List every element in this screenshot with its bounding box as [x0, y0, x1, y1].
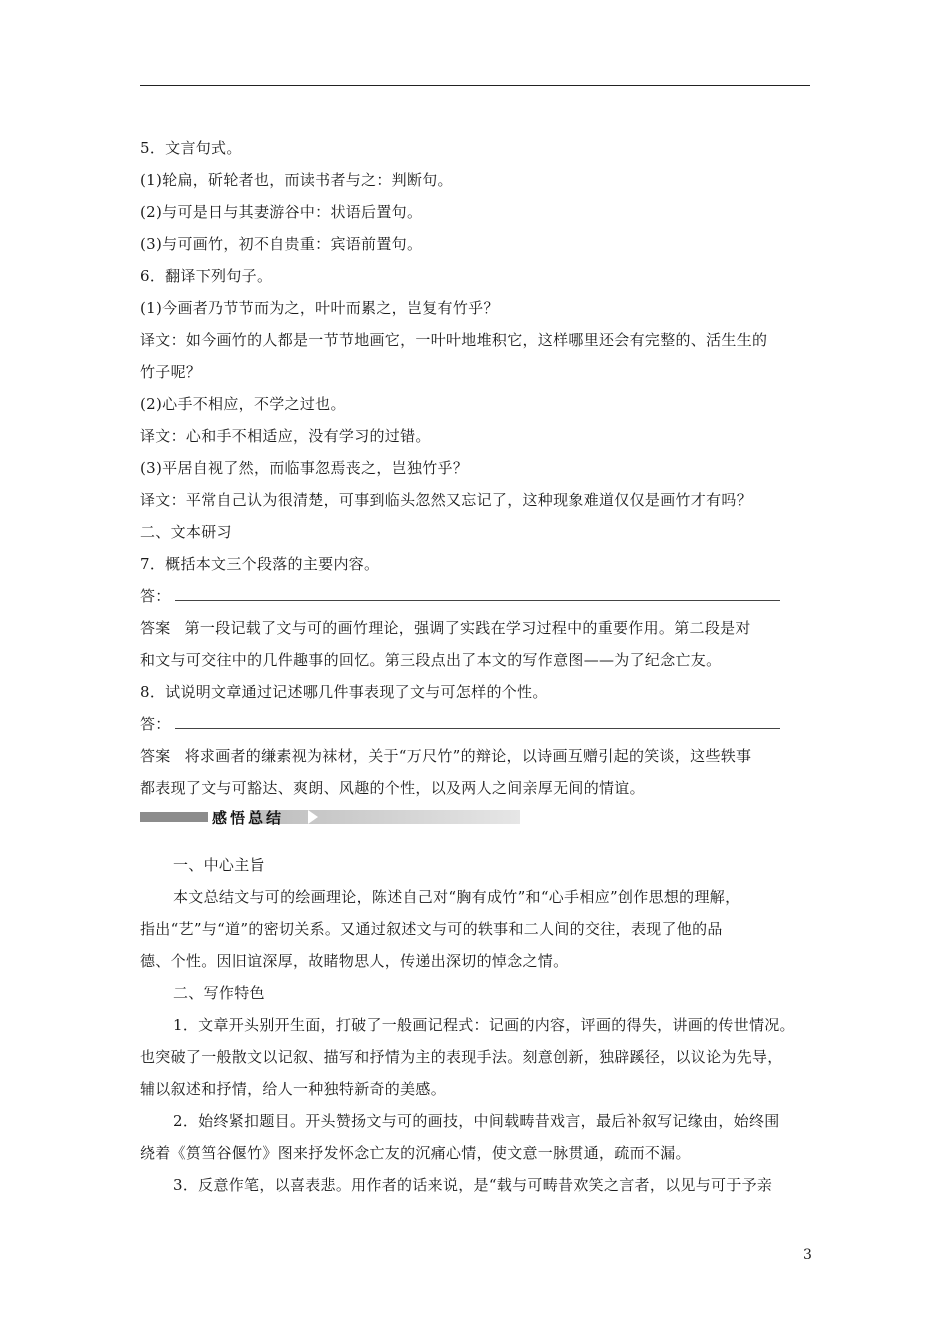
answer-label: 答：	[140, 715, 171, 733]
item-6-heading: 6．翻译下列句子。	[140, 267, 273, 285]
summary-line: 1．文章开头别开生面，打破了一般画记程式：记画的内容，评画的得失，讲画的传世情况。	[173, 1016, 795, 1034]
item-8-question: 8．试说明文章通过记述哪几件事表现了文与可怎样的个性。	[140, 683, 548, 701]
header-rule	[140, 85, 810, 86]
translation-line: 竹子呢？	[140, 363, 202, 381]
answer-line	[140, 714, 780, 734]
text-line: (3)与可画竹，初不自贵重：宾语前置句。	[140, 235, 423, 253]
answer-text: 和文与可交往中的几件趣事的回忆。第三段点出了本文的写作意图——为了纪念亡友。	[140, 651, 722, 669]
item-5-heading: 5．文言句式。	[140, 139, 242, 157]
banner-title: 感悟总结	[212, 809, 285, 827]
answer-tag: 答案	[140, 619, 171, 637]
summary-line: 本文总结文与可的绘画理论，陈述自己对“胸有成竹”和“心手相应”创作思想的理解，	[173, 888, 741, 906]
summary-line: 指出“艺”与“道”的密切关系。又通过叙述文与可的轶事和二人间的交往，表现了他的品	[140, 920, 723, 938]
text-line: (2)与可是日与其妻游谷中：状语后置句。	[140, 203, 423, 221]
answer-line	[140, 586, 780, 606]
summary-heading: 二、写作特色	[173, 984, 265, 1002]
page-number: 3	[803, 1247, 812, 1263]
translation-line: 译文：如今画竹的人都是一节节地画它，一叶叶地堆积它，这样哪里还会有完整的、活生生的	[140, 331, 768, 349]
text-line: (1)今画者乃节节而为之，叶叶而累之，岂复有竹乎？	[140, 299, 499, 317]
section-heading: 二、文本研习	[140, 523, 232, 541]
answer-text	[140, 618, 751, 638]
banner-gradient-bar	[250, 810, 520, 824]
summary-line: 绕着《筼筜谷偃竹》图来抒发怀念亡友的沉痛心情，使文意一脉贯通，疏而不漏。	[140, 1144, 691, 1162]
item-7-question: 7．概括本文三个段落的主要内容。	[140, 555, 380, 573]
banner-arrow-icon	[308, 810, 318, 824]
banner-bar	[140, 812, 208, 822]
summary-line: 3．反意作笔，以喜表悲。用作者的话来说，是“载与可畴昔欢笑之言者，以见与可于予亲	[173, 1176, 773, 1194]
translation-line: 译文：心和手不相适应，没有学习的过错。	[140, 427, 431, 445]
summary-line: 也突破了一般散文以记叙、描写和抒情为主的表现手法。刻意创新，独辟蹊径，以议论为先导，	[140, 1048, 783, 1066]
text-line: (2)心手不相应，不学之过也。	[140, 395, 346, 413]
text-line: (3)平居自视了然，而临事忽焉丧之，岂独竹乎？	[140, 459, 469, 477]
summary-line: 辅以叙述和抒情，给人一种独特新奇的美感。	[140, 1080, 447, 1098]
answer-text: 都表现了文与可豁达、爽朗、风趣的个性，以及两人之间亲厚无间的情谊。	[140, 779, 645, 797]
answer-label: 答：	[140, 587, 171, 605]
translation-line: 译文：平常自己认为很清楚，可事到临头忽然又忘记了，这种现象难道仅仅是画竹才有吗？	[140, 491, 753, 509]
answer-content: 将求画者的缣素视为袜材，关于“万尺竹”的辩论，以诗画互赠引起的笑谈，这些轶事	[184, 747, 752, 765]
summary-heading: 一、中心主旨	[173, 856, 265, 874]
text-line: (1)轮扁，斫轮者也，而读书者与之：判断句。	[140, 171, 453, 189]
answer-text	[140, 746, 751, 766]
answer-content: 第一段记载了文与可的画竹理论，强调了实践在学习过程中的重要作用。第二段是对	[184, 619, 751, 637]
summary-line: 2．始终紧扣题目。开头赞扬文与可的画技，中间载畴昔戏言，最后补叙写记缘由，始终围	[173, 1112, 780, 1130]
answer-tag: 答案	[140, 747, 171, 765]
answer-blank[interactable]	[175, 716, 780, 729]
section-banner	[140, 808, 520, 826]
summary-line: 德、个性。因旧谊深厚，故睹物思人，传递出深切的悼念之情。	[140, 952, 569, 970]
answer-blank[interactable]	[175, 588, 780, 601]
